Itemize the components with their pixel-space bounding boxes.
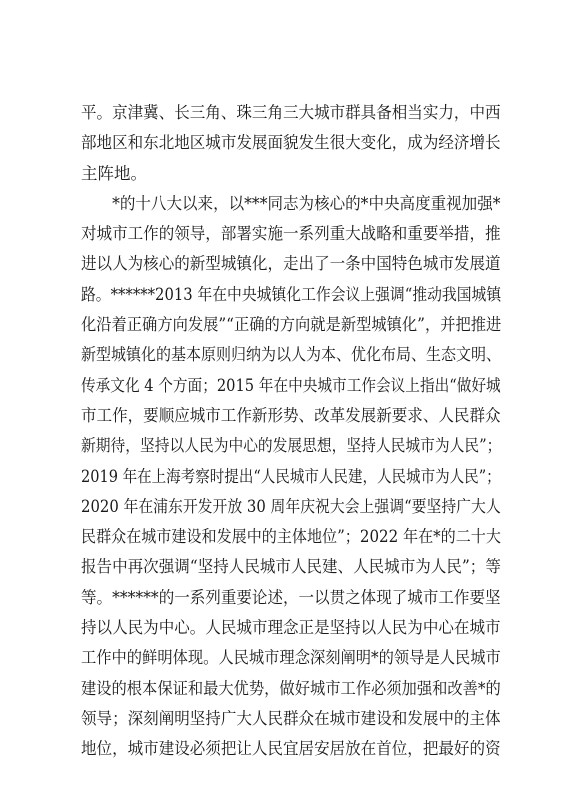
text-line: 平。京津冀、长三角、珠三角三大城市群具备相当实力，中西 — [81, 103, 501, 122]
text-line: 部地区和东北地区城市发展面貌发生很大变化，成为经济增长 — [81, 133, 501, 153]
text-line: 工作中的鲜明体现。人民城市理念深刻阐明*的领导是人民城市 — [81, 648, 501, 668]
text-line: *的十八大以来，以***同志为核心的*中央高度重视加强* — [81, 193, 501, 213]
text-line: 对城市工作的领导，部署实施一系列重大战略和重要举措，推 — [81, 224, 501, 244]
text-line: 化沿着正确方向发展”“正确的方向就是新型城镇化”，并把推进 — [81, 315, 502, 335]
text-line: 持以人民为中心。人民城市理念正是坚持以人民为中心在城市 — [81, 618, 501, 638]
text-line: 领导；深刻阐明坚持广大人民群众在城市建设和发展中的主体 — [81, 708, 501, 728]
text-line: 地位，城市建设必须把让人民宜居安居放在首位，把最好的资 — [81, 739, 501, 759]
text-line: 传承文化 4 个方面；2015 年在中央城市工作会议上指出“做好城 — [81, 375, 501, 395]
text-line: 报告中再次强调“坚持人民城市人民建、人民城市为人民”；等 — [81, 557, 501, 577]
text-line: 路。******2013 年在中央城镇化工作会议上强调“推动我国城镇 — [81, 284, 502, 304]
text-line: 2019 年在上海考察时提出“人民城市人民建，人民城市为人民”； — [81, 466, 501, 486]
text-line: 新期待，坚持以人民为中心的发展思想，坚持人民城市为人民”； — [81, 436, 502, 456]
text-line: 主阵地。 — [81, 163, 147, 183]
text-line: 新型城镇化的基本原则归纳为以人为本、优化布局、生态文明、 — [81, 345, 501, 365]
text-line: 市工作，要顺应城市工作新形势、改革发展新要求、人民群众 — [81, 405, 501, 425]
text-line: 建设的根本保证和最大优势，做好城市工作必须加强和改善*的 — [81, 678, 501, 698]
text-line: 2020 年在浦东开发开放 30 周年庆祝大会上强调“要坚持广大人 — [81, 496, 501, 516]
text-line: 等。******的一系列重要论述，一以贯之体现了城市工作要坚 — [81, 587, 501, 607]
text-line: 进以人为核心的新型城镇化，走出了一条中国特色城市发展道 — [81, 254, 501, 274]
body-text — [81, 98, 501, 765]
text-line: 民群众在城市建设和发展中的主体地位”；2022 年在*的二十大 — [81, 527, 501, 547]
